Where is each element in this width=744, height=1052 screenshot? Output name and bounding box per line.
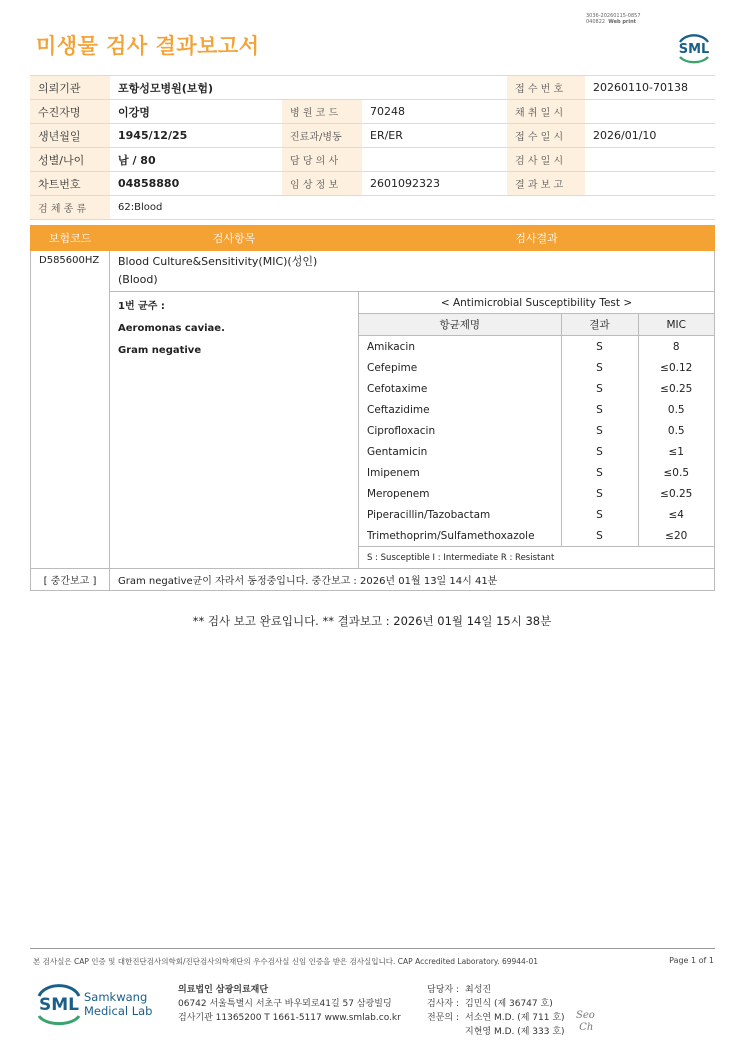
logo-text: SML [39,995,79,1015]
ast-result: S [561,357,638,378]
ast-row [359,483,714,504]
ast-header-row [359,314,714,336]
ast-cell [359,292,715,569]
value-hospital-code: 70248 [362,100,507,124]
ast-mic: ≤0.25 [638,378,714,399]
staff-list [427,983,565,1039]
web-print-id: 3036-20260115-0857 [586,13,641,19]
test-row [31,251,715,292]
samkwang-logo [36,978,166,1030]
ast-drug: Ceftazidime [367,403,430,416]
label-hospital-code: 병 원 코 드 [282,100,362,124]
org-name: 의료법인 삼광의료재단 [178,985,269,995]
ast-mic: ≤0.5 [638,462,714,483]
value-chart-no: 04858880 [110,172,282,196]
col-test-item: 검사항목 [110,226,359,251]
ast-drug: Cefotaxime [367,382,428,395]
ast-legend: S : Susceptible I : Intermediate R : Resistant [359,547,714,569]
label-accession-no: 접 수 번 호 [507,76,585,100]
value-department: ER/ER [362,124,507,148]
value-specimen-type: 62:Blood [110,196,715,220]
ast-col-drug: 항균제명 [359,314,561,336]
value-patient-name: 이강명 [110,100,282,124]
ast-mic: ≤20 [638,525,714,547]
ast-row [359,336,714,358]
info-row [30,148,715,172]
gram-stain: Gram negative [118,345,202,356]
label-chart-no: 차트번호 [30,172,110,196]
ast-result: S [561,525,638,547]
info-row [30,76,715,100]
value-physician [362,148,507,172]
web-print-label: Web print [608,19,637,25]
ast-row [359,441,714,462]
logo-text: SML [678,42,710,57]
ast-result: S [561,441,638,462]
label-patient-name: 수진자명 [30,100,110,124]
staff-name: 지현영 M.D. (제 333 호) [465,1027,565,1037]
org-info [178,983,401,1025]
page-number: Page 1 of 1 [669,956,714,965]
ast-row [359,420,714,441]
ast-drug: Piperacillin/Tazobactam [367,508,491,521]
accreditation-text: 본 검사실은 CAP 인증 및 대한진단검사의학회/진단검사의학재단의 우수검사실 신임 인증을 받은 검사실입니다. CAP Accredited Laboratory. 69944-01 [33,957,539,966]
ast-drug: Meropenem [367,487,430,500]
completion-notice: ** 검사 보고 완료입니다. ** 결과보고 : 2026년 01월 14일 15시 38분 [192,614,552,628]
staff-name: 최성진 [465,985,492,995]
ast-col-result: 결과 [561,314,638,336]
ast-drug: Amikacin [367,340,416,353]
test-name: Blood Culture&Sensitivity(MIC)(성인) [118,255,318,268]
org-address: 06742 서울특별시 서초구 바우뫼로41길 57 삼광빌딩 [178,999,392,1009]
label-physician: 담 당 의 사 [282,148,362,172]
ast-mic: ≤0.25 [638,483,714,504]
label-sex-age: 성별/나이 [30,148,110,172]
insurance-code: D585600HZ [31,251,110,569]
ast-row [359,462,714,483]
ast-body [359,336,714,547]
ast-row [359,525,714,547]
ast-drug: Gentamicin [367,445,428,458]
label-collection-time: 채 취 일 시 [507,100,585,124]
value-test-time [585,148,715,172]
label-test-time: 검 사 일 시 [507,148,585,172]
organism-name: Aeromonas caviae. [118,323,225,334]
lab-name-en-1: Samkwang [84,990,148,1004]
ast-title-row [359,292,714,314]
page-title: 미생물 검사 결과보고서 [36,34,260,58]
value-received-time: 2026/01/10 [585,124,715,148]
ast-result: S [561,483,638,504]
col-insurance-code: 보험코드 [31,226,110,251]
info-row [30,100,715,124]
label-received-time: 접 수 일 시 [507,124,585,148]
value-sex-age: 남 / 80 [110,148,282,172]
test-name-cell [110,251,715,292]
ast-row [359,399,714,420]
organism-label: 1번 균주 : [118,301,165,312]
ast-drug: Imipenem [367,466,420,479]
info-row [30,124,715,148]
value-report-time [585,172,715,196]
info-row [30,196,715,220]
ast-title: < Antimicrobial Susceptibility Test > [359,292,714,314]
ast-result: S [561,420,638,441]
staff-role: 검사자 : [427,999,459,1009]
ast-mic: ≤4 [638,504,714,525]
label-specimen-type: 검 체 종 류 [30,196,110,220]
ast-result: S [561,504,638,525]
label-requesting-org: 의뢰기관 [30,76,110,100]
value-clinical-info: 2601092323 [362,172,507,196]
value-accession-no: 20260110-70138 [585,76,715,100]
patient-info-section [30,75,715,220]
staff-row [427,1025,565,1039]
staff-name: 김민식 (제 36747 호) [465,999,553,1009]
web-print-stamp [586,13,666,25]
ast-mic: 0.5 [638,420,714,441]
org-contact: 검사기관 11365200 T 1661-5117 www.smlab.co.kr [178,1013,401,1023]
ast-row [359,357,714,378]
ast-legend-row [359,547,714,569]
value-birth-date: 1945/12/25 [110,124,282,148]
ast-result: S [561,462,638,483]
ast-mic: 0.5 [638,399,714,420]
signature: Seo Ch [576,1010,595,1033]
patient-info-table [30,75,715,220]
staff-role: 담당자 : [427,985,459,995]
staff-row [427,1011,565,1025]
ast-mic: ≤0.12 [638,357,714,378]
ast-row [359,378,714,399]
ast-table [359,292,714,568]
organism-cell [110,292,359,569]
interim-label: [ 중간보고 ] [31,569,110,591]
interim-text: Gram negative균이 자라서 동정중입니다. 중간보고 : 2026년 01월 13일 14시 41분 [110,569,715,591]
ast-result: S [561,399,638,420]
label-birth-date: 생년월일 [30,124,110,148]
ast-mic: ≤1 [638,441,714,462]
test-specimen: (Blood) [118,273,158,286]
lab-name-en-2: Medical Lab [84,1004,153,1018]
value-requesting-org: 포항성모병원(보험) [110,76,507,100]
ast-col-mic: MIC [638,314,714,336]
label-clinical-info: 임 상 정 보 [282,172,362,196]
staff-row [427,983,565,997]
label-report-time: 결 과 보 고 [507,172,585,196]
web-print-time: 040822 [586,19,606,25]
ast-drug: Trimethoprim/Sulfamethoxazole [367,529,535,542]
label-department: 진료과/병동 [282,124,362,148]
organism-row [31,292,715,569]
staff-role: 전문의 : [427,1013,459,1023]
results-table [30,225,715,591]
ast-mic: 8 [638,336,714,358]
footer-divider [30,948,715,949]
sml-logo-icon [36,978,166,1026]
ast-row [359,504,714,525]
ast-drug: Ciprofloxacin [367,424,436,437]
col-result: 검사결과 [359,226,715,251]
sml-logo-icon [674,26,714,66]
info-row [30,172,715,196]
ast-drug: Cefepime [367,361,418,374]
ast-result: S [561,336,638,358]
staff-row [427,997,565,1011]
staff-name: 서소연 M.D. (제 711 호) [465,1013,565,1023]
results-header-row [31,226,715,251]
interim-row [31,569,715,591]
ast-result: S [561,378,638,399]
value-collection-time [585,100,715,124]
